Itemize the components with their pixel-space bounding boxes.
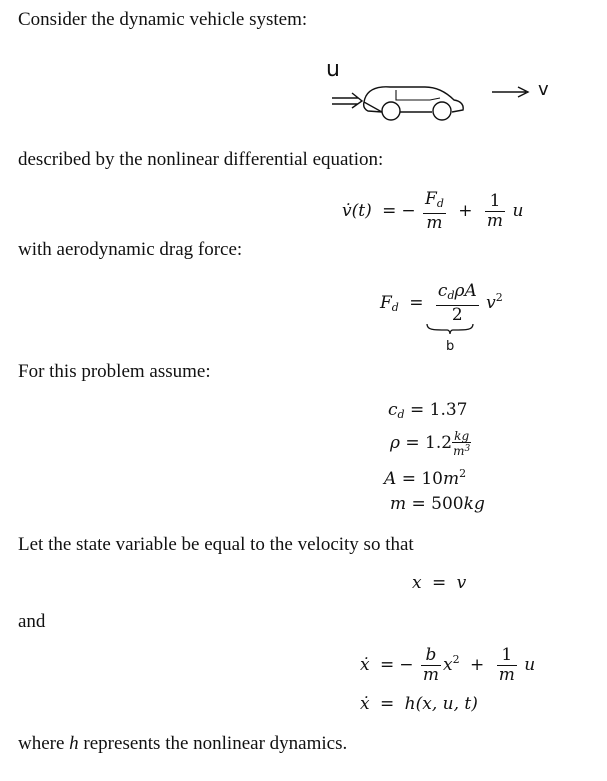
eq1-lhs: v̇(t) — [342, 201, 372, 221]
drag-equals: = — [409, 293, 424, 313]
and-text: and — [18, 611, 46, 632]
rho-unit: $\frac{kg}{m^3}$ — [453, 429, 471, 458]
eq1-equals: = — [382, 201, 397, 221]
eq1-minus: − — [401, 201, 416, 221]
underbrace-icon — [425, 322, 475, 336]
equation-state-dynamics: ẋ = − $\frac{b}{m}$ $x^2$ + $\frac{1}{m}$ u — [360, 645, 536, 685]
described-by-text: described by the nonlinear differential equation: — [18, 149, 384, 170]
drag-velocity: v — [486, 293, 496, 313]
brace-label-b: b — [446, 339, 455, 354]
eq1-frac-input: $\frac{1}{m}$ — [486, 191, 504, 231]
state-variable-text: Let the state variable be equal to the velocity so that — [18, 534, 414, 555]
car-sketch-icon — [330, 78, 480, 122]
intro-text: Consider the dynamic vehicle system: — [18, 9, 308, 30]
drag-lhs: F — [380, 293, 392, 313]
eq1-plus: + — [458, 201, 473, 221]
param-cd: $c_d = 1.37$ — [388, 400, 468, 421]
sketch-input-label: u — [326, 57, 340, 82]
equation-velocity-ode — [342, 190, 523, 233]
velocity-arrow-icon — [490, 82, 540, 102]
param-rho: ρ = 1.2 $\frac{kg}{m^3}$ — [390, 429, 471, 458]
with-drag-text: with aerodynamic drag force: — [18, 239, 243, 260]
where-text: where h represents the nonlinear dynamics. — [18, 733, 348, 754]
eq1-frac-drag: $\frac{F_d}{m}$ — [425, 189, 444, 233]
assume-text: For this problem assume: — [18, 361, 211, 382]
dyn1-frac-b: $\frac{b}{m}$ — [422, 645, 440, 685]
equation-drag-force: $F_d$ = $\frac{c_d\rho A}{2}$ $v^2$ — [380, 281, 503, 325]
dyn1-frac-input: $\frac{1}{m}$ — [498, 645, 515, 685]
param-mass: m = 500kg — [390, 494, 485, 514]
equation-state: x = v — [412, 573, 467, 593]
eq1-input-u: u — [512, 201, 524, 221]
drag-fraction: $\frac{c_d\rho A}{2}$ — [437, 281, 477, 325]
sketch-velocity-label: v — [538, 79, 549, 100]
equation-nonlinear-dynamics: ẋ = h(x, u, t) — [360, 694, 478, 714]
param-area: $A = 10m^2$ — [384, 467, 467, 489]
